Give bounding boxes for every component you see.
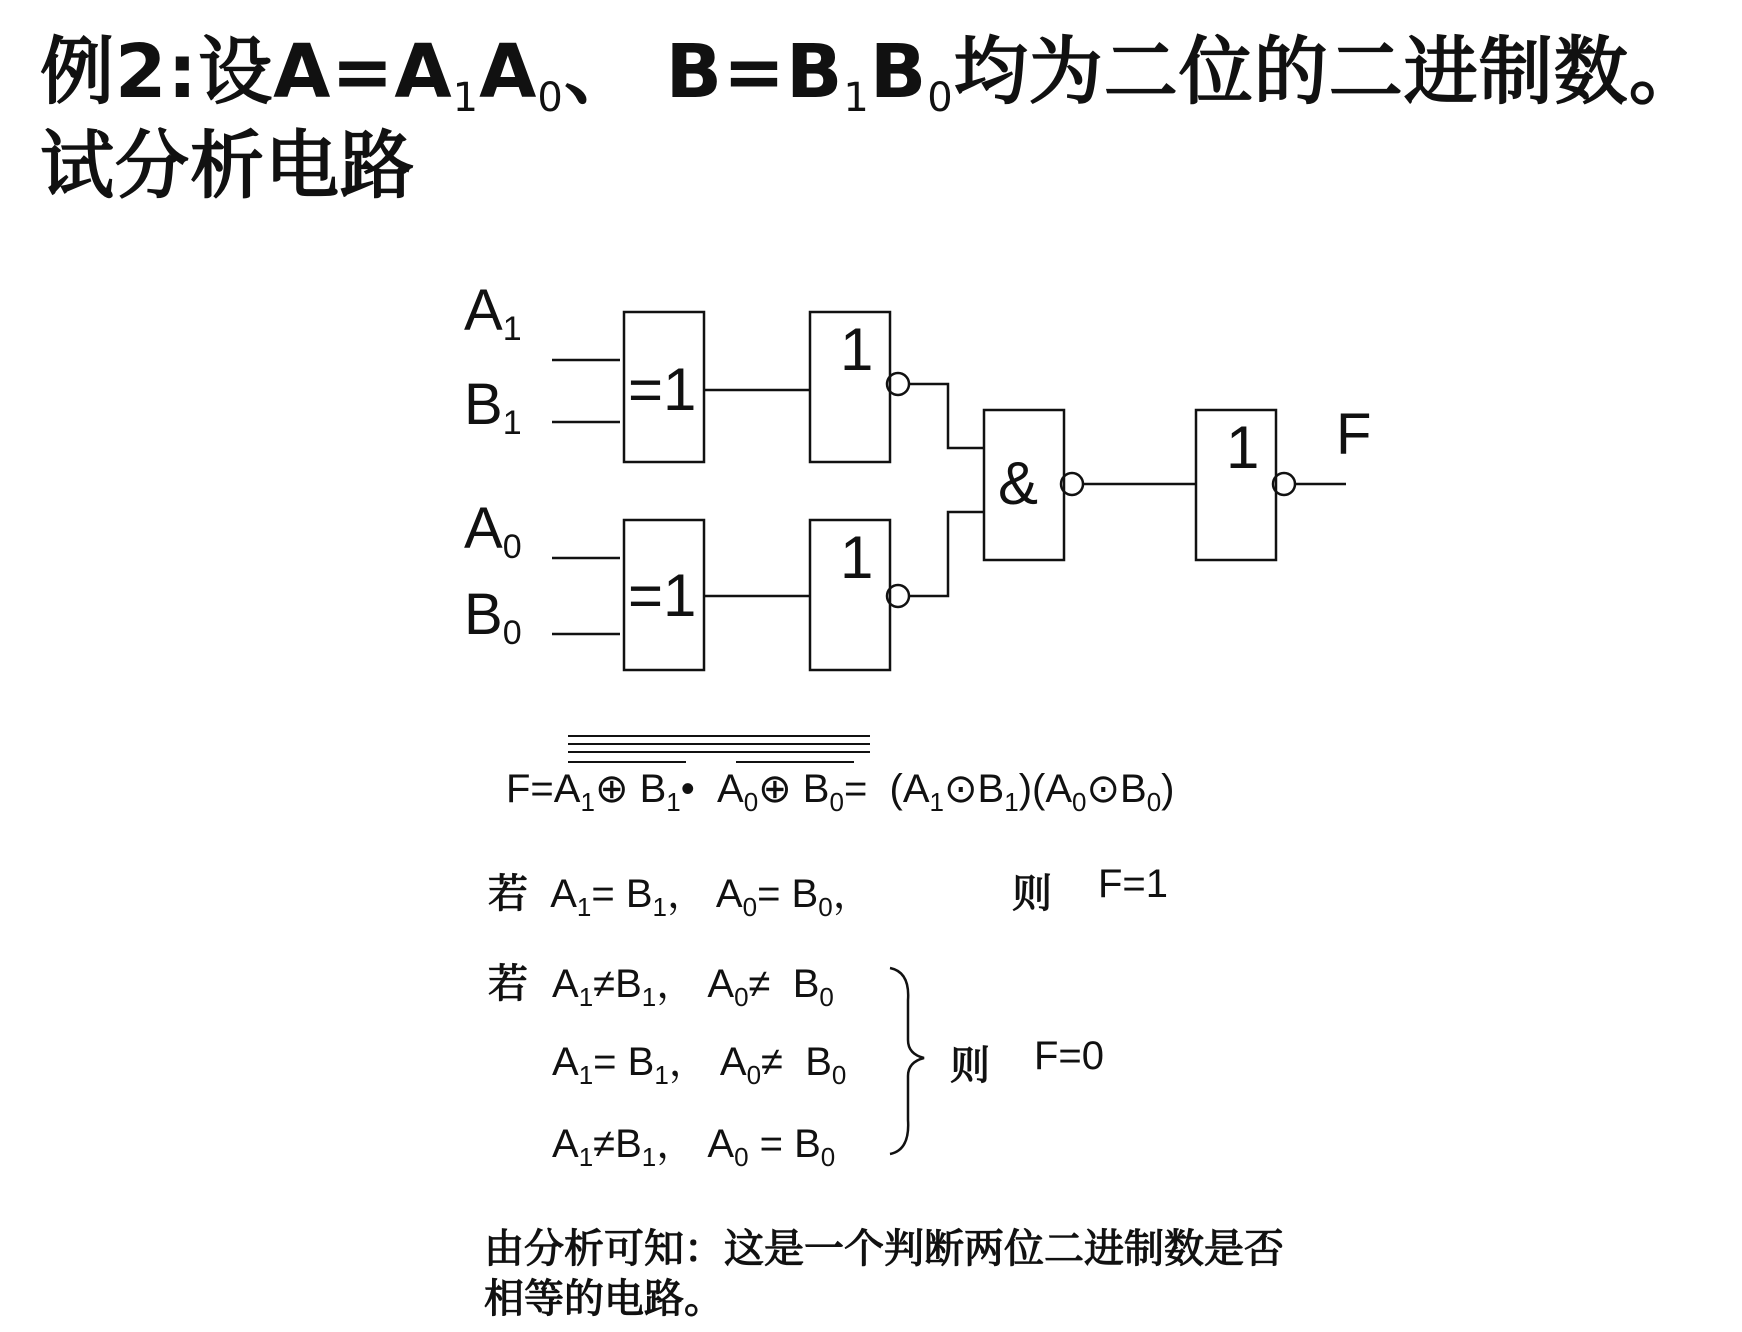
conclusion-line-1: 由分析可知：这是一个判断两位二进制数是否 bbox=[484, 1226, 1284, 1272]
title-line-2: 试分析电路 bbox=[40, 123, 415, 209]
case-2-ze: 则 bbox=[950, 1043, 990, 1089]
input-a1-label: A1 bbox=[464, 278, 522, 348]
overlined-a0-xor-b0: $A_0\oplus$ $B_0$ bbox=[717, 767, 844, 817]
case-2-result: F=0 bbox=[1034, 1034, 1105, 1078]
formula-line: $F=A_1\oplus$ $B_1•$ $A_0\oplus$ $B_0=$ $(A_1⊙B_1)(A_0⊙B_0)$ bbox=[506, 767, 1175, 817]
case-2-ruo: 若 bbox=[488, 961, 528, 1007]
case-1-line: 若 $A_1= B_1$， $A_0= B_0$， bbox=[488, 871, 873, 922]
output-f-label: F bbox=[1336, 402, 1372, 467]
title-line-1: 例2:设$A=A_1A_0$、 $B=B_1B_0$均为二位的二进制数。 bbox=[40, 29, 1704, 121]
conclusion-line-2: 相等的电路。 bbox=[484, 1276, 724, 1322]
overlined-a1-xor-b1: $A_1\oplus$ $B_1$ bbox=[553, 767, 681, 817]
xor-gate-1-label: =1 bbox=[628, 356, 697, 423]
not-gate-0-label: 1 bbox=[840, 524, 874, 591]
and-gate-label: & bbox=[998, 450, 1039, 517]
input-a0-label: A0 bbox=[464, 496, 522, 566]
case-2-line-3: $A_1\ne B_1$， $A_0 = B_0$ bbox=[552, 1122, 836, 1172]
xor-gate-0-label: =1 bbox=[628, 562, 697, 629]
case-1-ze: 则 bbox=[1012, 871, 1052, 917]
input-b1-label: B1 bbox=[464, 372, 522, 442]
case-2-line-1: $A_1\ne B_1$， $A_0\ne B_0$ bbox=[552, 962, 834, 1012]
case-1-result: F=1 bbox=[1098, 862, 1169, 906]
case-2-line-2: $A_1= B_1$， $A_0\ne B_0$ bbox=[552, 1040, 847, 1090]
not-gate-1-label: 1 bbox=[840, 316, 874, 383]
not-gate-out-label: 1 bbox=[1226, 414, 1260, 481]
input-b0-label: B0 bbox=[464, 582, 522, 652]
